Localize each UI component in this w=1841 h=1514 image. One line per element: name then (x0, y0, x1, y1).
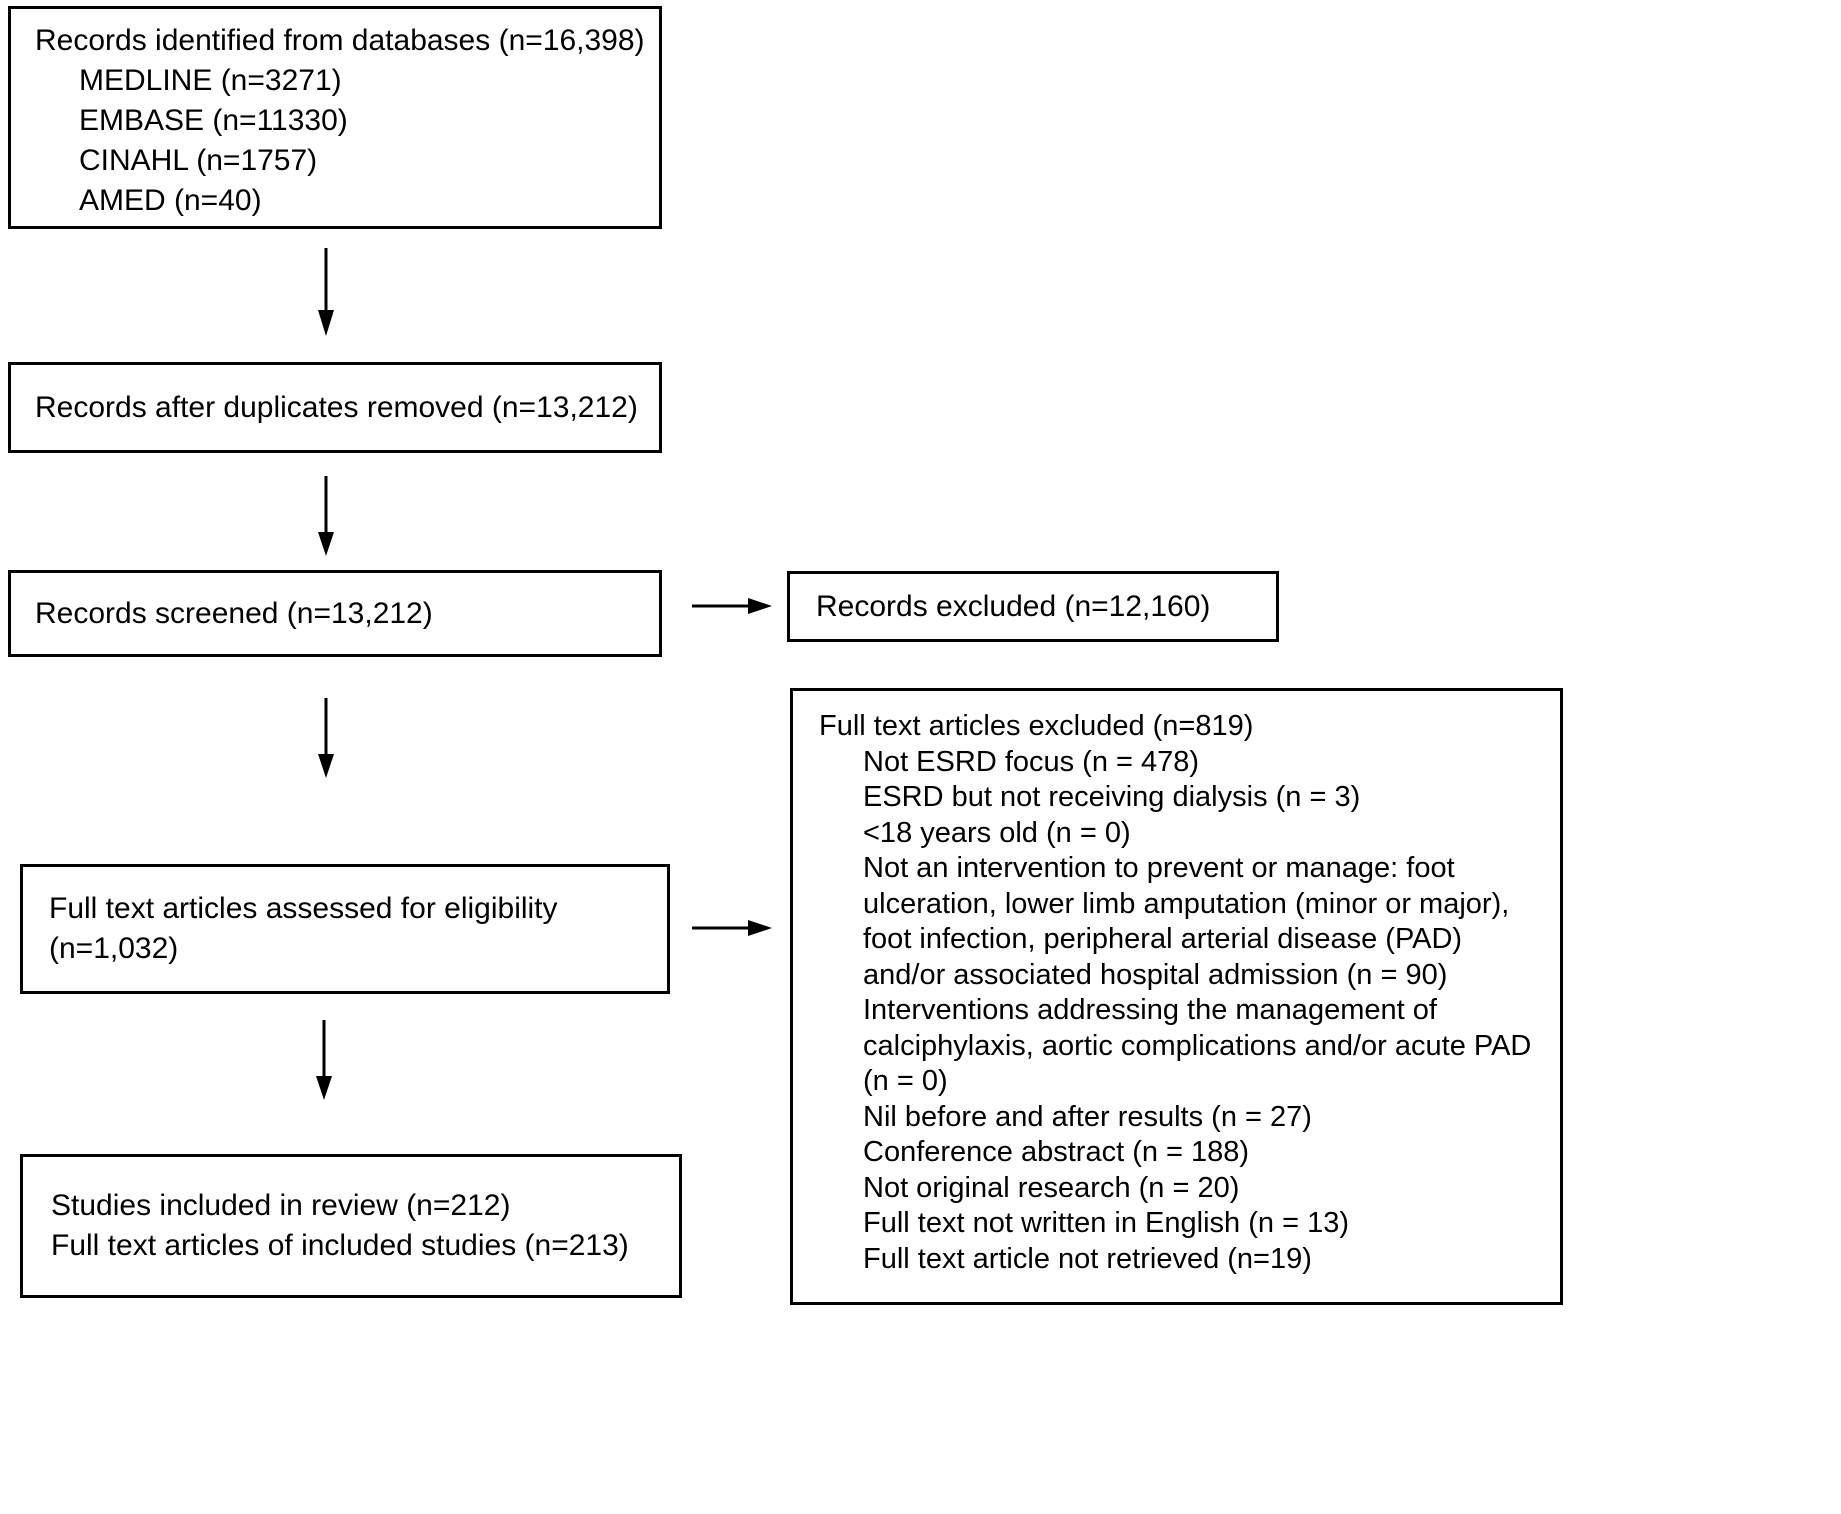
list-item: Not ESRD focus (n = 478) (863, 745, 1200, 778)
box-fulltext-excluded-title: Full text articles excluded (n=819) (819, 710, 1254, 742)
box-fulltext-assessed-line1: Full text articles assessed for eligibility (49, 892, 558, 925)
arrow-down-duplicates-to-screened (314, 476, 338, 556)
box-records-excluded (787, 571, 1279, 642)
box-fulltext-excluded (790, 688, 1563, 1305)
box-duplicates-removed (8, 362, 662, 453)
box-records-identified (8, 6, 662, 229)
arrow-down-identified-to-duplicates (314, 248, 338, 336)
list-item: Full text article not retrieved (n=19) (863, 1242, 1312, 1275)
box-studies-included-line1: Studies included in review (n=212) (51, 1189, 511, 1222)
box-records-identified-items (35, 61, 645, 221)
arrow-down-fulltext-to-included (312, 1020, 336, 1100)
box-fulltext-assessed (20, 864, 670, 994)
box-fulltext-excluded-items (819, 745, 1542, 1278)
box-studies-included-line2: Full text articles of included studies (n=213) (51, 1229, 629, 1262)
list-item: MEDLINE (n=3271) (79, 64, 342, 97)
box-records-identified-title: Records identified from databases (n=16,398) (35, 24, 645, 57)
box-records-excluded-title: Records excluded (n=12,160) (816, 589, 1211, 623)
arrow-right-screened-to-excluded (692, 594, 772, 618)
list-item: <18 years old (n = 0) (863, 816, 1131, 849)
arrow-right-fulltext-to-excluded (692, 916, 772, 940)
list-item: Nil before and after results (n = 27) (863, 1100, 1312, 1133)
list-item: Interventions addressing the management of calciphylaxis, aortic complications and/or acute PAD (n = 0) (863, 994, 1532, 1097)
list-item: CINAHL (n=1757) (79, 144, 318, 177)
list-item: Not original research (n = 20) (863, 1171, 1240, 1204)
list-item: ESRD but not receiving dialysis (n = 3) (863, 781, 1361, 813)
list-item: Not an intervention to prevent or manage: foot ulceration, lower limb amputation (minor or major), foot infection, peripheral arterial disease (PAD) and/or associated hospital admission (n = 90) (863, 852, 1510, 991)
box-records-screened (8, 570, 662, 657)
list-item: EMBASE (n=11330) (79, 104, 348, 137)
box-duplicates-removed-title: Records after duplicates removed (n=13,212) (35, 390, 638, 424)
box-studies-included (20, 1154, 682, 1298)
box-fulltext-assessed-line2: (n=1,032) (49, 932, 179, 965)
arrow-down-screened-to-fulltext (314, 698, 338, 778)
list-item: Full text not written in English (n = 13) (863, 1207, 1349, 1239)
box-records-screened-title: Records screened (n=13,212) (35, 596, 433, 630)
list-item: AMED (n=40) (79, 184, 262, 217)
list-item: Conference abstract (n = 188) (863, 1136, 1250, 1168)
